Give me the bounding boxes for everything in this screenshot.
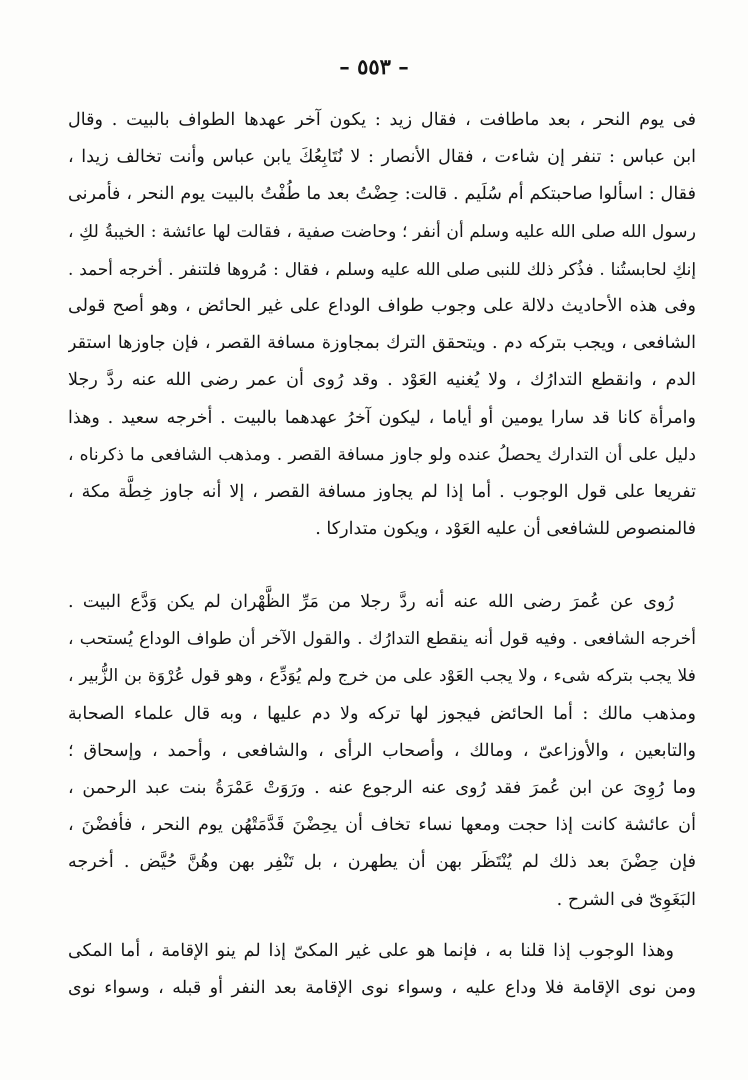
text-line: فإن حِضْنَ بعد ذلك لم يُنْتَظَر بهن أن يطهرن ، بل تَنْفِر بهن وهُنَّ حُيَّض . أخرجه [68, 852, 696, 873]
text-line: وفى هذه الأحاديث دلالة على وجوب طواف الوداع على غير الحائض ، وهو أصح قولى [68, 295, 696, 316]
text-line: إنكِ لحابستُنا . فذُكر ذلك للنبى صلى الله عليه وسلم ، فقال : مُروها فلتنفر . أخرجه أحمد . [68, 258, 696, 279]
text-line: تفريعا على قول الوجوب . أما إذا لم يجاوز مسافة القصر ، إلا أنه جاوز خِطَّة مكة ، [68, 481, 696, 502]
text-line: فالمنصوص للشافعى أن عليه العَوْد ، ويكون متداركا . [315, 519, 696, 540]
text-line: ومن نوى الإقامة فلا وداع عليه ، وسواء نوى الإقامة بعد النفر أو قبله ، وسواء نوى [68, 978, 696, 999]
text-line: والتابعين ، والأوزاعىّ ، ومالك ، وأصحاب الرأى ، والشافعى ، وأحمد ، وإسحاق ؛ [68, 740, 696, 761]
paragraph-1 [68, 102, 696, 548]
text-line: فى يوم النحر ، بعد ماطافت ، فقال زيد : يكون آخر عهدها الطواف بالبيت . وقال [68, 110, 696, 130]
text-line: أن عائشة كانت إذا حجت ومعها نساء تخاف أن يحِضْنَ قَدَّمَتْهُن يوم النحر ، فأفضْنَ ، [68, 815, 696, 836]
text-line: وامرأة كانا قد سارا يومين أو أياما ، ليكون آخرُ عهدهما بالبيت . أخرجه سعيد . وهذا [68, 407, 696, 428]
text-line: وهذا الوجوب إذا قلنا به ، فإنما هو على غير المكىّ إذا لم ينو الإقامة ، أما المكى [68, 941, 674, 961]
text-line: رسول الله صلى الله عليه وسلم أن أنفر ؛ وحاضت صفية ، فقالت لها عائشة : الخيبةُ لكِ ، [68, 221, 696, 242]
text-line: رُوى عن عُمرَ رضى الله عنه أنه ردَّ رجلا من مَرِّ الظَّهْران لم يكن وَدَّع البيت . [68, 592, 674, 612]
text-line: الشافعى ، ويجب بتركه دم . ويتحقق الترك بمجاوزة مسافة القصر ، فإن جاوزها استقر [68, 333, 696, 354]
text-line: الدم ، وانقطع التدارُك ، ولا يُغنيه العَوْد . وقد رُوى أن عمر رضى الله عنه ردَّ رجلا [68, 370, 696, 391]
text-line: وما رُوِىَ عن ابن عُمرَ فقد رُوى عنه الرجوع عنه . ورَوَتْ عَمْرَةُ بنت عبد الرحمن ، [68, 777, 696, 798]
page-number: – ٥٥٣ – [339, 54, 409, 79]
text-line: فقال : اسألوا صاحبتكم أم سُلَيم . قالت: حِضْتُ بعد ما طُفْتُ بالبيت يوم النحر ، فأمرنى [68, 184, 696, 205]
paragraph-3 [68, 933, 696, 1007]
text-line: أخرجه الشافعى . وفيه قول أنه ينقطع التدارُك . والقول الآخر أن طواف الوداع يُستحب ، [68, 629, 696, 650]
text-line: ومذهب مالك : أما الحائض فيجوز لها تركه ولا دم عليها ، وبه قال علماء الصحابة [68, 703, 696, 724]
text-line: دليل على أن التدارك يحصلُ عنده ولو جاوز مسافة القصر . ومذهب الشافعى ما ذكرناه ، [68, 444, 696, 465]
text-line: فلا يجب بتركه شىء ، ولا يجب العَوْد على من خرج ولم يُوَدِّع ، وهو قول عُرْوَة بن الزُّبير ، [68, 666, 696, 687]
paragraph-2 [68, 584, 696, 919]
text-line: البَغَوِىّ فى الشرح . [556, 889, 696, 910]
text-line: ابن عباس : تنفر إن شاءت ، فقال الأنصار : لا نُتَابِعُكَ يابن عباس وأنت تخالف زيدا ، [68, 147, 696, 168]
